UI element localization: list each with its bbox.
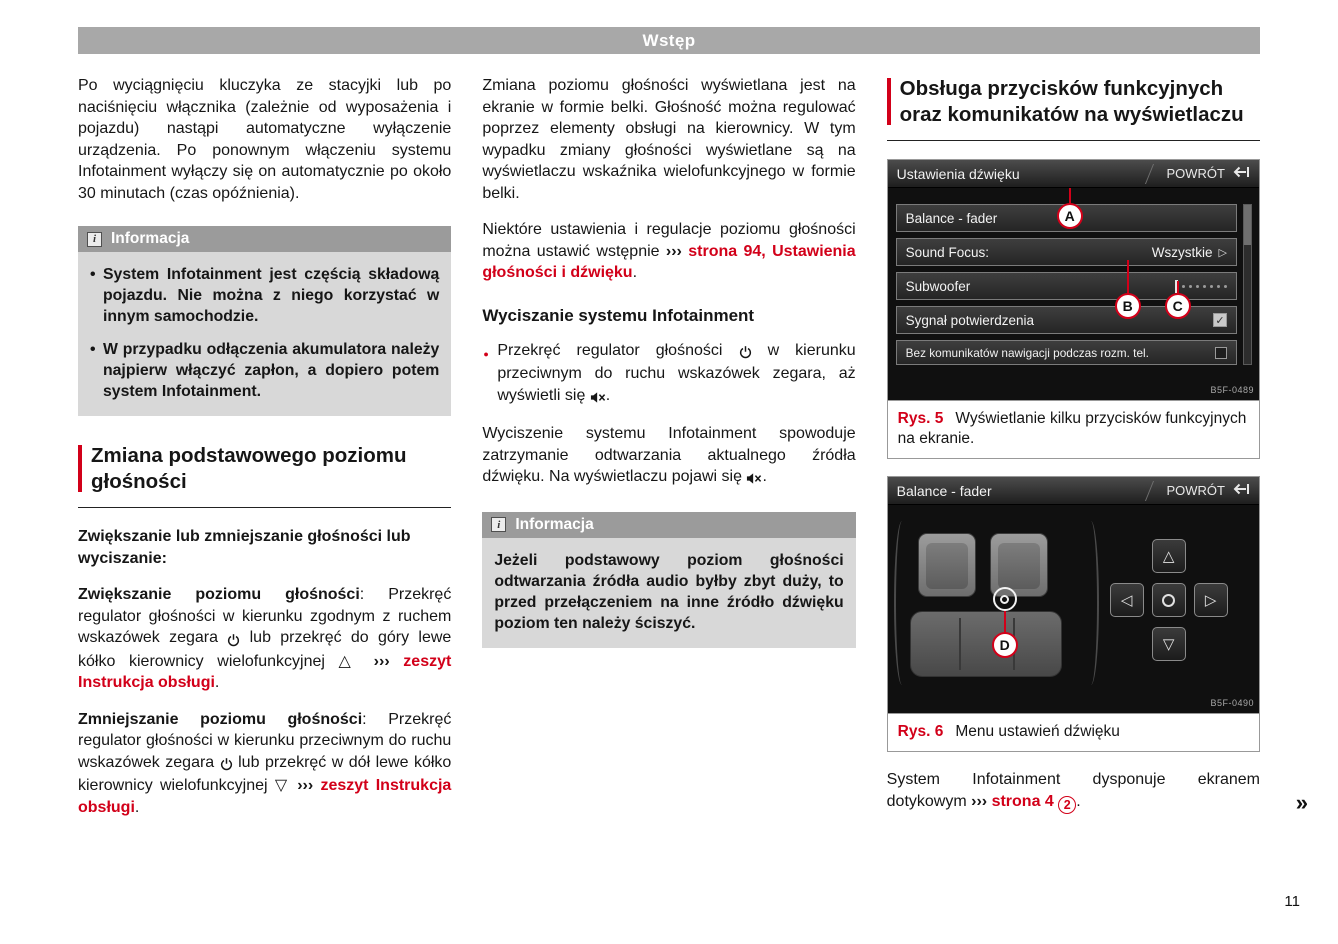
back-button: [1149, 481, 1250, 501]
scrollbar: [1243, 204, 1252, 365]
mute-icon: [746, 468, 762, 490]
screen-top-bar: [888, 160, 1259, 188]
info-box-title: Informacja: [111, 230, 190, 247]
heading-mute: Wyciszanie systemu Infotainment: [482, 305, 755, 325]
arrow-down-button: ▽: [1152, 627, 1186, 661]
text-segment: ›››: [373, 652, 404, 670]
paragraph-volume-bar: [482, 75, 855, 204]
paragraph-touchscreen: [887, 769, 1260, 814]
figure-code: B5F-0489: [1210, 385, 1254, 395]
text-segment: ›››: [297, 777, 321, 794]
row-label: Sygnał potwierdzenia: [905, 312, 1034, 328]
text-segment: ›››: [971, 792, 992, 810]
paragraph-intro: [78, 75, 451, 204]
row-value: Wszystkie ▷: [1151, 244, 1227, 260]
info-box-body: [78, 252, 451, 416]
paragraph-lead: Zwiększanie lub zmniejszanie głośności lub wyciszanie:: [78, 528, 411, 567]
text-segment: strona 94, Ustawienia głośności i dźwięku: [482, 242, 856, 281]
info-item: • System Infotainment jest częścią składową pojazdu. Nie można z niego korzystać w innym samochodzie.: [90, 264, 439, 327]
continuation-mark: »: [1295, 790, 1308, 815]
car-outline-right: [1083, 521, 1099, 685]
callout-b: B: [1115, 293, 1141, 319]
power-icon: [739, 342, 752, 364]
text-segment: Zmiana poziomu głośności wyświetlana jest na ekranie w formie belki. Głośność można regulować poprzez elementy obsługi na kierownicy. W tym wypadku zmiany głośności wyświetlane są na wyświetlaczu wskaźnika wielofunkcyjnego w formie belki.: [482, 77, 856, 202]
chevron-right-icon: ▷: [1218, 246, 1227, 259]
callout-line-b: [1127, 260, 1129, 294]
columns: [78, 75, 1260, 833]
info-box-1: [78, 226, 451, 416]
column-2: [482, 75, 855, 833]
subwoofer-level-slider: [1175, 280, 1227, 293]
front-left-seat: [918, 533, 976, 597]
text-segment: Niektóre ustawienia i regulacje poziomu głośności można ustawić wstępnie: [482, 221, 856, 260]
callout-c: C: [1165, 293, 1191, 319]
text-segment: strona 4: [991, 792, 1054, 810]
row-no-nav-announcements: [896, 340, 1237, 365]
text-segment: Zmniejszanie poziomu głośności: [78, 710, 363, 728]
paragraph-increase-volume: [78, 584, 451, 694]
figure-caption: [888, 713, 1259, 751]
row-sound-focus: [896, 238, 1237, 266]
callout-d: D: [992, 632, 1018, 658]
screen-title: Ustawienia dźwięku: [896, 165, 1020, 182]
return-arrow-icon: [1233, 166, 1250, 181]
figure-rys-5: [887, 159, 1260, 459]
section-heading-volume: Zmiana podstawowego poziomu głośności: [78, 442, 451, 508]
balance-target-icon: [993, 587, 1017, 611]
text-segment: 2: [1058, 796, 1076, 814]
text-segment: .: [762, 468, 767, 485]
figure-caption-text: Menu ustawień dźwięku: [955, 723, 1120, 740]
checkbox-checked-icon: ✓: [1213, 313, 1227, 327]
screen-top-bar: [888, 477, 1259, 505]
column-1: [78, 75, 451, 833]
checkbox-empty-icon: [1215, 347, 1227, 359]
figure-rys-6: [887, 476, 1260, 752]
info-box-header: [482, 512, 855, 538]
screenshot-balance-fader: [888, 477, 1259, 713]
ok-ring-icon: [1162, 594, 1175, 607]
back-button-label: POWRÓT: [1166, 483, 1225, 498]
power-icon: [220, 754, 233, 776]
paragraph-presets: [482, 219, 855, 284]
callout-line-a: [1069, 188, 1071, 204]
text-segment: lub przekręć do góry lewe kółko kierownicy wielofunkcyjnej △: [78, 629, 452, 670]
row-label: Sound Focus:: [905, 244, 989, 260]
figure-number: Rys. 6: [897, 723, 944, 740]
info-text: Jeżeli podstawowy poziom głośności odtwarzania źródła audio byłby zbyt duży, to przed przełączeniem na inne źródło dźwięku poziom ten należy ściszyć.: [494, 551, 844, 632]
arrow-left-button: ◁: [1110, 583, 1144, 617]
info-box-body: [482, 538, 855, 648]
text-segment: .: [605, 386, 611, 404]
screen-title: Balance - fader: [896, 482, 992, 499]
figure-number: Rys. 5: [897, 410, 944, 427]
row-label: Balance - fader: [905, 210, 998, 226]
back-button-label: POWRÓT: [1166, 166, 1225, 181]
page-number: 11: [1284, 893, 1300, 910]
return-arrow-icon: [1233, 483, 1250, 498]
text-segment: zeszyt Instrukcja obsługi: [78, 652, 452, 691]
text-segment: w kierunku przeciwnym do ruchu wskazówek zegara, aż wyświetli się: [497, 341, 856, 404]
section-heading-function-buttons: Obsługa przycisków funkcyjnych oraz komunikatów na wyświetlaczu: [887, 75, 1260, 141]
text-segment: .: [134, 798, 140, 816]
arrow-right-button: ▷: [1194, 583, 1228, 617]
info-box-header: [78, 226, 451, 252]
back-button: [1149, 164, 1250, 184]
bullet-mute-step: [482, 340, 855, 409]
text-segment: System Infotainment dysponuje ekranem dotykowym: [886, 771, 1260, 810]
column-3: [887, 75, 1260, 833]
text-segment: .: [214, 674, 220, 691]
paragraph-decrease-volume: [78, 709, 451, 819]
screenshot-sound-settings: [888, 160, 1259, 400]
text-segment: ›››: [665, 242, 689, 260]
car-outline-left: [894, 521, 910, 685]
text-segment: : Przekręć regulator głośności w kierunku zgodnym z ruchem wskazówek zegara: [78, 586, 452, 646]
figure-code: B5F-0490: [1210, 698, 1254, 708]
figure-caption-text: Wyświetlanie kilku przycisków funkcyjnych na ekranie.: [897, 410, 1247, 447]
page-header-title: Wstęp: [642, 30, 696, 50]
power-icon: [227, 629, 240, 651]
text-segment: Przekręć regulator głośności: [497, 341, 739, 359]
rear-bench-seat: [910, 611, 1062, 677]
text-segment: Wyciszenie systemu Infotainment spowoduje zatrzymanie odtwarzania aktualnego źródła dźwięku. Na wyświetlaczu pojawi się: [482, 425, 856, 485]
row-label: Subwoofer: [905, 278, 971, 294]
center-ok-button: [1152, 583, 1186, 617]
callout-a: A: [1057, 203, 1083, 229]
scrollbar-thumb: [1244, 205, 1251, 245]
page-header-bar: [78, 27, 1260, 54]
figure-caption: [888, 400, 1259, 458]
front-right-seat: [990, 533, 1048, 597]
info-icon: i: [87, 232, 102, 247]
text-segment: Po wyciągnięciu kluczyka ze stacyjki lub po naciśnięciu włącznika (zależnie od wyposażenia i pojazdu) nastąpi automatyczne wyłączenie urządzenia. Po ponownym włączeniu systemu Infotainment wyłączy się on automatycznie po około 30 minutach (czas opóźnienia).: [78, 77, 452, 202]
text-segment: lub przekręć w dół lewe kółko kierownicy wielofunkcyjnej ▽: [78, 753, 452, 794]
text-segment: Zwiększanie poziomu głośności: [78, 586, 360, 603]
info-item: • W przypadku odłączenia akumulatora należy najpierw włączyć zapłon, a dopiero potem system Infotainment.: [90, 339, 439, 402]
row-label: Bez komunikatów nawigacji podczas rozm. tel.: [905, 345, 1149, 360]
info-box-2: [482, 512, 855, 648]
paragraph-mute-effect: [482, 423, 855, 490]
info-icon: i: [491, 517, 506, 532]
text-segment: : Przekręć regulator głośności w kierunku przeciwnym do ruchu wskazówek zegara: [78, 710, 452, 771]
callout-line-d: [1004, 611, 1006, 633]
mute-icon: [590, 387, 606, 409]
text-segment: .: [1076, 792, 1081, 810]
text-segment: .: [632, 264, 638, 281]
text-segment: zeszyt Instrukcja obsługi: [78, 777, 452, 816]
arrow-up-button: △: [1152, 539, 1186, 573]
info-box-title: Informacja: [515, 515, 594, 533]
